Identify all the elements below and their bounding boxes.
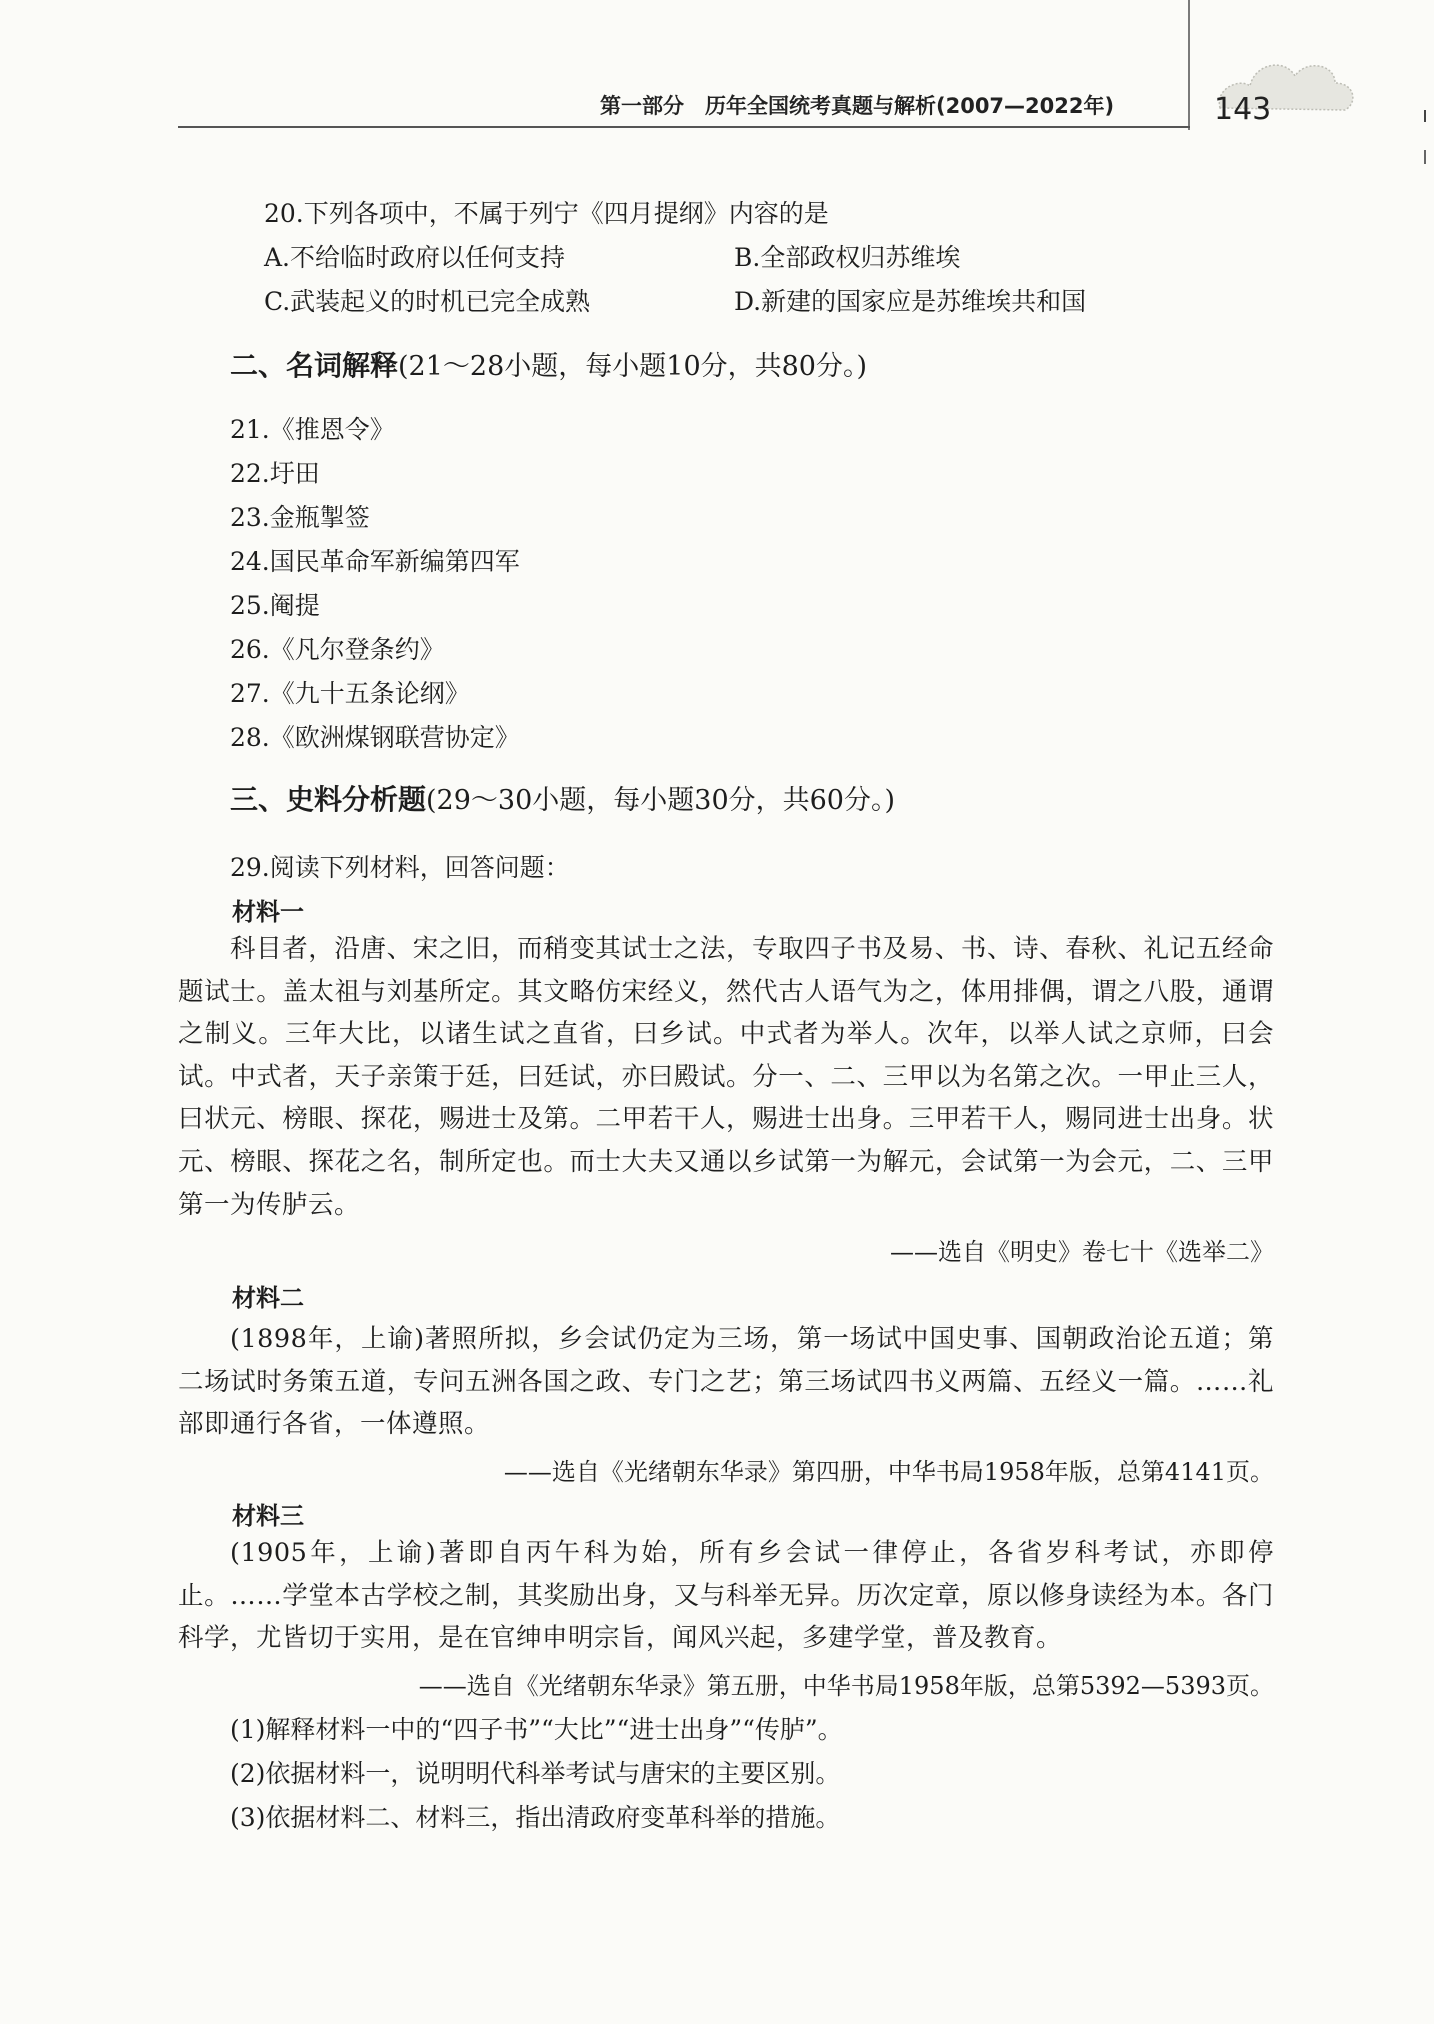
term-item: 27.《九十五条论纲》 xyxy=(230,679,470,708)
material-1-source: ——选自《明史》卷七十《选举二》 xyxy=(890,1238,1274,1266)
term-item: 22.圩田 xyxy=(230,459,320,488)
page-edge-mark-icon xyxy=(1422,110,1430,170)
material-3-text: (1905年，上谕)著即自丙午科为始，所有乡会试一律停止，各省岁科考试，亦即停止。……学堂本古学校之制，其奖励出身，又与科举无异。历次定章，原以修身读经为本。各门科学，尤皆切于实用，是在官绅申明宗旨，闻风兴起，多建学堂，普及教育。 xyxy=(178,1538,1274,1654)
q20-option-b: B.全部政权归苏维埃 xyxy=(734,243,961,272)
term-item: 23.金瓶掣签 xyxy=(230,503,370,532)
q20-option-c: C.武装起义的时机已完全成熟 xyxy=(264,287,591,316)
section2-note: (21～28小题，每小题10分，共80分。) xyxy=(398,351,868,382)
section2-heading xyxy=(230,348,867,385)
q29-subquestion-2: (2)依据材料一，说明明代科举考试与唐宋的主要区别。 xyxy=(230,1759,841,1788)
material-3-label: 材料三 xyxy=(232,1502,304,1530)
term-item: 21.《推恩令》 xyxy=(230,415,395,444)
q20-stem: 20.下列各项中，不属于列宁《四月提纲》内容的是 xyxy=(264,199,829,228)
section3-note: (29～30小题，每小题30分，共60分。) xyxy=(426,785,896,816)
header-rule xyxy=(178,126,1190,128)
q29-subquestion-1: (1)解释材料一中的“四子书”“大比”“进士出身”“传胪”。 xyxy=(230,1715,843,1744)
header-vertical-rule xyxy=(1188,0,1190,130)
q20-option-a: A.不给临时政府以任何支持 xyxy=(264,243,566,272)
section3-heading xyxy=(230,782,895,819)
section2-title: 二、名词解释 xyxy=(230,349,399,382)
term-item: 26.《凡尔登条约》 xyxy=(230,635,445,664)
material-3-source: ——选自《光绪朝东华录》第五册，中华书局1958年版，总第5392—5393页。 xyxy=(418,1672,1274,1700)
q29-subquestion-3: (3)依据材料二、材料三，指出清政府变革科举的措施。 xyxy=(230,1803,841,1832)
material-2-label: 材料二 xyxy=(232,1284,304,1312)
material-1-text: 科目者，沿唐、宋之旧，而稍变其试士之法，专取四子书及易、书、诗、春秋、礼记五经命题试士。盖太祖与刘基所定。其文略仿宋经义，然代古人语气为之，体用排偶，谓之八股，通谓之制义。三年大比，以诸生试之直省，曰乡试。中式者为举人。次年，以举人试之京师，曰会试。中式者，天子亲策于廷，曰廷试，亦曰殿试。分一、二、三甲以为名第之次。一甲止三人，曰状元、榜眼、探花，赐进士及第。二甲若干人，赐进士出身。三甲若干人，赐同进士出身。状元、榜眼、探花之名，制所定也。而士大夫又通以乡试第一为解元，会试第一为会元，二、三甲第一为传胪云。 xyxy=(178,934,1274,1220)
running-header: 第一部分 历年全国统考真题与解析(2007—2022年) xyxy=(600,94,1115,118)
page-number: 143 xyxy=(1214,92,1272,127)
material-2-text: (1898年，上谕)著照所拟，乡会试仍定为三场，第一场试中国史事、国朝政治论五道；第二场试时务策五道，专问五洲各国之政、专门之艺；第三场试四书义两篇、五经义一篇。……礼部即通行各省，一体遵照。 xyxy=(178,1324,1274,1440)
term-item: 24.国民革命军新编第四军 xyxy=(230,547,520,576)
term-item: 28.《欧洲煤钢联营协定》 xyxy=(230,723,520,752)
q20-option-d: D.新建的国家应是苏维埃共和国 xyxy=(734,287,1087,316)
material-1-label: 材料一 xyxy=(232,898,304,926)
section3-title: 三、史料分析题 xyxy=(230,783,427,816)
material-2-source: ——选自《光绪朝东华录》第四册，中华书局1958年版，总第4141页。 xyxy=(503,1458,1274,1486)
term-item: 25.阉提 xyxy=(230,591,320,620)
q29-stem: 29.阅读下列材料，回答问题： xyxy=(230,853,570,882)
